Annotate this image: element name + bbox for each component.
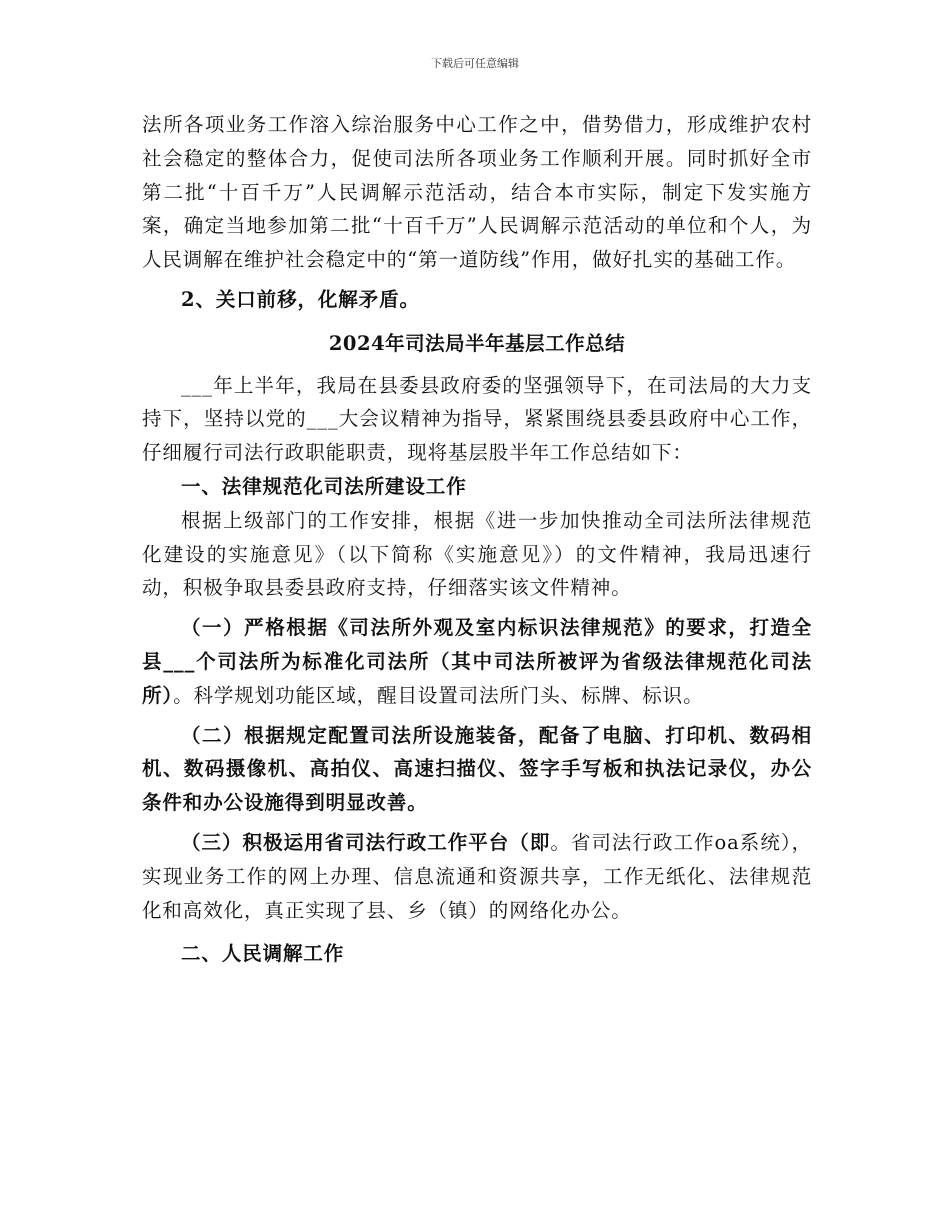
- section-heading-1: 一、法律规范化司法所建设工作: [181, 474, 467, 498]
- document-title: 2024年司法局半年基层工作总结: [328, 331, 626, 355]
- item-3-rest: 。省司法行政工作oa系统），实现业务工作的网上办理、信息流通和资源共享，工作无纸化、法律规范化和高效化，真正实现了县、乡（镇）的网络化办公。: [142, 830, 813, 922]
- item-1: [142, 611, 812, 712]
- paragraph-continuation: 法所各项业务工作溶入综治服务中心工作之中，借势借力，形成维护农村社会稳定的整体合力，促使司法所各项业务工作顺利开展。同时抓好全市第二批“十百千万”人民调解示范活动，结合本市实际，制定下发实施方案，确定当地参加第二批“十百千万”人民调解示范活动的单位和个人，为人民调解在维护社会稳定中的“第一道防线”作用，做好扎实的基础工作。: [142, 113, 812, 272]
- item-3-bold: （三）积极运用省司法行政工作平台（即: [181, 830, 551, 854]
- page-header: 下载后可任意编辑: [431, 57, 519, 70]
- paragraph-intro: ___年上半年，我局在县委县政府委的坚强领导下，在司法局的大力支持下，坚持以党的___大会议精神为指导，紧紧围绕县委县政府中心工作，仔细履行司法行政职能职责，现将基层股半年工作总结如下：: [142, 373, 812, 465]
- item-2: （二）根据规定配置司法所设施装备，配备了电脑、打印机、数码相机、数码摄像机、高拍仪、高速扫描仪、签字手写板和执法记录仪，办公条件和办公设施得到明显改善。: [142, 723, 812, 815]
- paragraph-basis: 根据上级部门的工作安排，根据《进一步加快推动全司法所法律规范化建设的实施意见》（以下简称《实施意见》）的文件精神，我局迅速行动，积极争取县委县政府支持，仔细落实该文件精神。: [142, 508, 812, 600]
- document-body: [142, 108, 812, 971]
- item-3: [142, 826, 812, 927]
- section-heading-2: 二、人民调解工作: [181, 942, 345, 966]
- item-1-rest: 。科学规划功能区域，醒目设置司法所门头、标牌、标识。: [173, 683, 704, 707]
- subheading-2: 2、关口前移，化解矛盾。: [181, 287, 420, 311]
- item-1-bold: （一）严格根据《司法所外观及室内标识法律规范》的要求，打造全县___个司法所为标准化司法所（其中司法所被评为省级法律规范化司法所）: [142, 616, 812, 707]
